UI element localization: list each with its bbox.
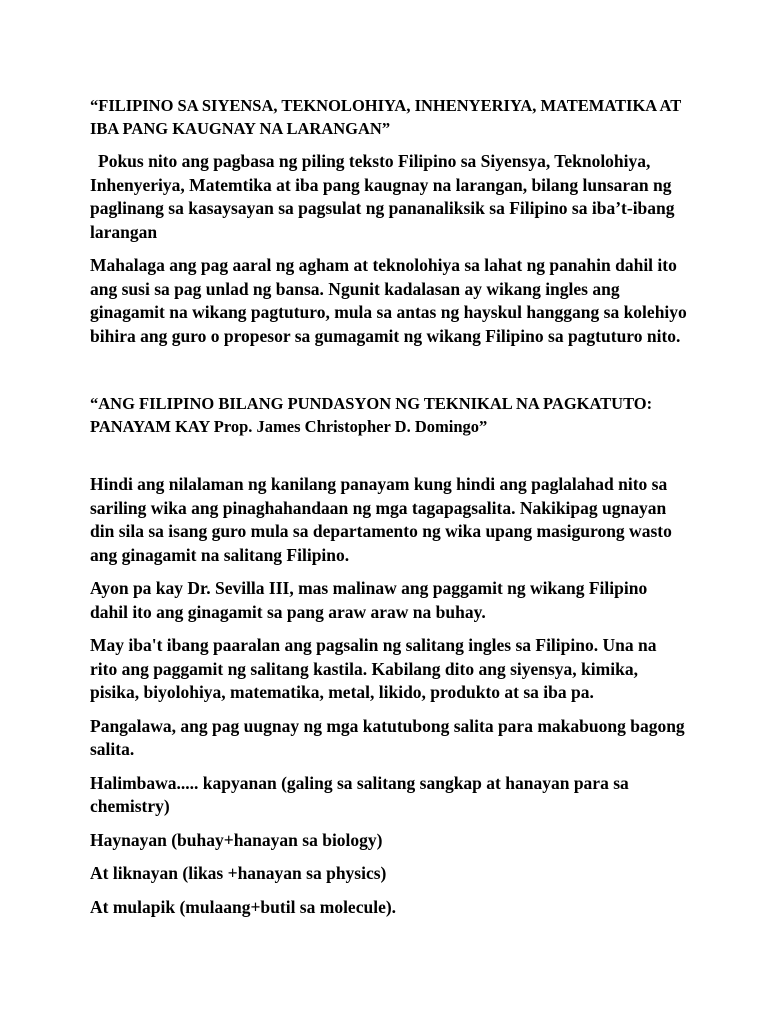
importance-paragraph: Mahalaga ang pag aaral ng agham at teknolohiya sa lahat ng panahin dahil ito ang susi sa pag unlad ng bansa. Ngunit kadalasan ay wikang ingles ang ginagamit na wikang pagtuturo, mula sa antas ng hayskul hanggang sa kolehiyo bihira ang guro o propesor sa gumagamit ng wikang Filipino sa pagtuturo nito. bbox=[90, 255, 687, 346]
body-paragraph-5: Halimbawa..... kapyanan (galing sa salitang sangkap at hanayan para sa chemistry) bbox=[90, 772, 629, 816]
body-paragraph-4: Pangalawa, ang pag uugnay ng mga katutubong salita para makabuong bagong salita. bbox=[90, 715, 685, 759]
body-paragraph-7: At liknayan (likas +hanayan sa physics) bbox=[90, 863, 387, 883]
body-paragraph-8: At mulapik (mulaang+butil sa molecule). bbox=[90, 896, 397, 917]
body-paragraph-6: Haynayan (buhay+hanayan sa biology) bbox=[90, 829, 383, 850]
body-paragraph-1: Hindi ang nilalaman ng kanilang panayam kung hindi ang paglalahad nito sa sariling wika ang pinaghahandaan ng mga tagapagsalita. Nakikipag ugnayan din sila sa isang guro mula sa departamento ng wika upang masigurong wasto ang ginagamit na salitang Filipino. bbox=[90, 474, 672, 565]
section-heading-1: “FILIPINO SA SIYENSA, TEKNOLOHIYA, INHENYERIYA, MATEMATIKA AT IBA PANG KAUGNAY NA LARANGAN” bbox=[90, 96, 681, 138]
body-paragraph-3: May iba't ibang paaralan ang pagsalin ng salitang ingles sa Filipino. Una na rito ang paggamit ng salitang kastila. Kabilang dito ang siyensya, kimika, pisika, biyolohiya, matematika, metal, likido, produkto at sa iba pa. bbox=[90, 635, 657, 702]
section-heading-2: “ANG FILIPINO BILANG PUNDASYON NG TEKNIKAL NA PAGKATUTO: PANAYAM KAY Prop. James Christopher D. Domingo” bbox=[90, 394, 653, 436]
intro-paragraph: Pokus nito ang pagbasa ng piling teksto Filipino sa Siyensya, Teknolohiya, Inhenyeriya, Matemtika at iba pang kaugnay na larangan, bilang lunsaran ng paglinang sa kasaysayan sa pagsulat ng pananaliksik sa Filipino sa iba’t-ibang larangan bbox=[90, 151, 675, 242]
body-paragraph-2: Ayon pa kay Dr. Sevilla III, mas malinaw ang paggamit ng wikang Filipino dahil ito ang ginagamit sa pang araw araw na buhay. bbox=[90, 578, 648, 622]
